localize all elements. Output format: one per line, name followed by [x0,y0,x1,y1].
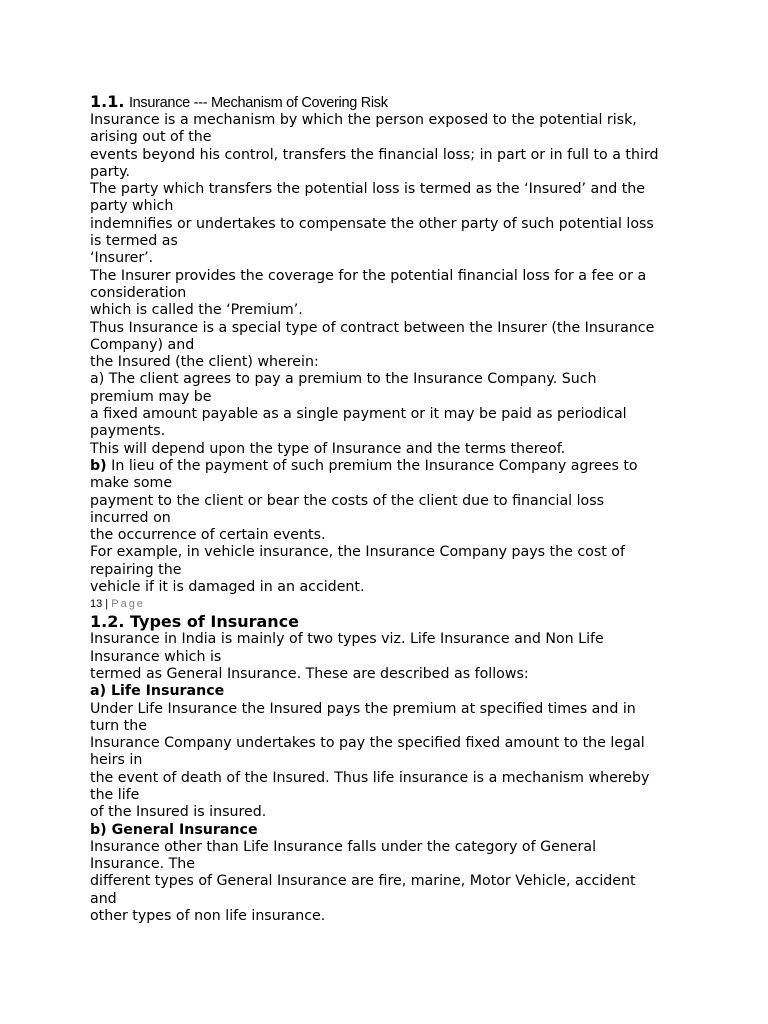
section-1-title: Insurance --- Mechanism of Covering Risk [128,95,388,111]
paragraph-line: events beyond his control, transfers the financial loss; in part or in full to a third [90,146,659,163]
point-b-text: In lieu of the payment of such premium the Insurance Company agrees to [106,457,638,474]
point-b-line [90,458,690,475]
paragraph-line: different types of General Insurance are fire, marine, Motor Vehicle, accident [90,873,636,890]
paragraph-line: This will depend upon the type of Insurance and the terms thereof. [90,440,566,457]
page-word: Page [111,598,145,611]
paragraph-line: Thus Insurance is a special type of contract between the Insurer (the Insurance [90,319,655,336]
section-2-heading: 1.2. Types of Insurance [90,612,300,632]
page-separator: | [102,598,112,611]
section-1-body [90,112,690,596]
paragraph-line: ‘Insurer’. [90,250,154,267]
paragraph-line: arising out of the [90,129,212,146]
paragraph-line: The party which transfers the potential loss is termed as the ‘Insured’ and the [90,181,645,198]
paragraph-line: indemnifies or undertakes to compensate the other party of such potential loss [90,215,654,232]
paragraph-line: the event of death of the Insured. Thus life insurance is a mechanism whereby [90,769,650,786]
paragraph-line: repairing the [90,561,182,578]
paragraph-line: a fixed amount payable as a single payment or it may be paid as periodical [90,406,627,423]
section-1-number: 1.1. [90,92,125,111]
paragraph-line: heirs in [90,752,143,769]
paragraph-line: the occurrence of certain events. [90,527,326,544]
paragraph-line: party which [90,198,174,215]
paragraph-line: and [90,890,117,907]
section-2-body [90,631,690,925]
paragraph-line: consideration [90,284,187,301]
paragraph-line: Company) and [90,336,195,353]
paragraph-line: premium may be [90,388,212,405]
paragraph-line: is termed as [90,233,178,250]
page-footer [90,596,690,612]
paragraph-line: party. [90,163,130,180]
paragraph-line: Insurance. The [90,856,196,873]
paragraph-line: termed as General Insurance. These are described as follows: [90,665,529,682]
general-insurance-heading: b) General Insurance [90,821,258,838]
life-insurance-heading: a) Life Insurance [90,683,225,700]
paragraph-line: other types of non life insurance. [90,908,326,925]
paragraph-line: payments. [90,423,166,440]
paragraph-line: the Insured (the client) wherein: [90,354,319,371]
paragraph-line: Insurance other than Life Insurance falls under the category of General [90,838,597,855]
paragraph-line: The Insurer provides the coverage for the potential financial loss for a fee or a [90,267,647,284]
paragraph-line: vehicle if it is damaged in an accident. [90,579,365,596]
paragraph-line: of the Insured is insured. [90,804,267,821]
paragraph-line: Insurance in India is mainly of two types viz. Life Insurance and Non Life [90,631,604,648]
paragraph-line: make some [90,475,173,492]
paragraph-line: Insurance is a mechanism by which the person exposed to the potential risk, [90,112,637,128]
paragraph-line: Under Life Insurance the Insured pays the premium at specified times and in [90,700,636,717]
point-b-label: b) [90,457,107,474]
page-number: 13 [90,598,103,611]
section-1-heading [90,92,690,112]
paragraph-line: which is called the ‘Premium’. [90,302,303,319]
paragraph-line: For example, in vehicle insurance, the Insurance Company pays the cost of [90,544,625,561]
paragraph-line: turn the [90,717,147,734]
paragraph-line: payment to the client or bear the costs of the client due to financial loss [90,492,605,509]
document-page [90,92,690,925]
paragraph-line: Insurance Company undertakes to pay the specified fixed amount to the legal [90,735,645,752]
paragraph-line: a) The client agrees to pay a premium to the Insurance Company. Such [90,371,597,388]
paragraph-line: incurred on [90,509,171,526]
paragraph-line: the life [90,786,140,803]
paragraph-line: Insurance which is [90,648,222,665]
